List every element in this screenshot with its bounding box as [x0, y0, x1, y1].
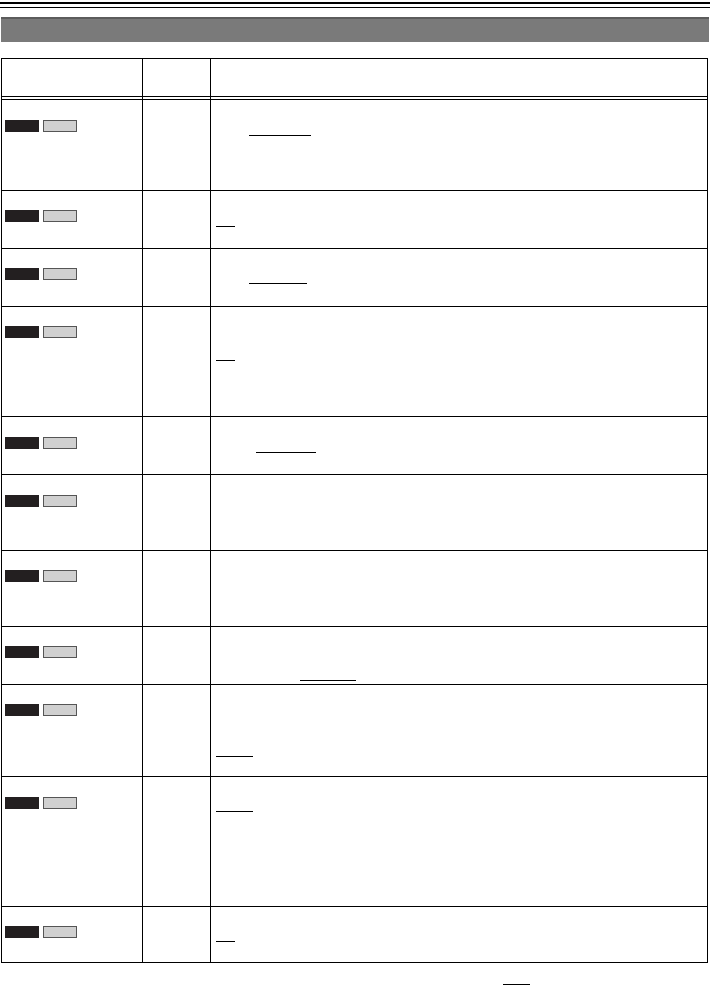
mode-badges-row-3	[5, 268, 77, 280]
mode-badges-row-10	[5, 797, 77, 809]
mode-badges-row-1	[5, 120, 77, 132]
section-title-bar	[1, 17, 709, 42]
footer-underline	[503, 984, 530, 985]
mode-badge-dark	[5, 495, 39, 507]
mode-badge-light	[43, 797, 77, 809]
settings-table	[1, 58, 708, 963]
default-value-underline	[216, 811, 253, 812]
mode-badge-dark	[5, 120, 39, 132]
mode-badge-dark	[5, 437, 39, 449]
default-value-underline	[216, 941, 235, 942]
top-rule-thin	[0, 7, 710, 8]
mode-badge-dark	[5, 797, 39, 809]
default-value-underline	[249, 283, 307, 284]
default-value-underline	[216, 360, 235, 361]
mode-badge-dark	[5, 570, 39, 582]
mode-badges-row-4	[5, 326, 77, 338]
table-header-separator	[2, 96, 707, 100]
mode-badge-light	[43, 120, 77, 132]
mode-badge-light	[43, 210, 77, 222]
default-value-underline	[300, 680, 356, 681]
top-rule-thick	[0, 2, 710, 4]
mode-badge-dark	[5, 268, 39, 280]
mode-badges-row-5	[5, 437, 77, 449]
mode-badges-row-9	[5, 704, 77, 716]
mode-badge-light	[43, 268, 77, 280]
table-row-separator	[2, 906, 707, 907]
mode-badge-light	[43, 704, 77, 716]
default-value-underline	[256, 452, 316, 453]
default-value-underline	[249, 135, 311, 136]
column-divider-2	[210, 59, 211, 962]
mode-badge-light	[43, 495, 77, 507]
default-value-underline	[216, 226, 235, 227]
table-row-separator	[2, 776, 707, 777]
mode-badges-row-2	[5, 210, 77, 222]
mode-badge-light	[43, 437, 77, 449]
mode-badge-dark	[5, 210, 39, 222]
table-row-separator	[2, 626, 707, 627]
table-row-separator	[2, 248, 707, 249]
table-row-separator	[2, 684, 707, 685]
section-bar-edge	[1, 17, 709, 19]
table-row-separator	[2, 550, 707, 551]
mode-badge-light	[43, 926, 77, 938]
table-row-separator	[2, 416, 707, 417]
mode-badges-row-11	[5, 926, 77, 938]
mode-badge-light	[43, 646, 77, 658]
table-row-separator	[2, 474, 707, 475]
mode-badge-light	[43, 326, 77, 338]
mode-badges-row-6	[5, 495, 77, 507]
table-row-separator	[2, 190, 707, 191]
table-row-separator	[2, 306, 707, 307]
mode-badge-light	[43, 570, 77, 582]
mode-badge-dark	[5, 646, 39, 658]
default-value-underline	[216, 756, 253, 757]
mode-badges-row-7	[5, 570, 77, 582]
mode-badge-dark	[5, 926, 39, 938]
mode-badge-dark	[5, 704, 39, 716]
mode-badge-dark	[5, 326, 39, 338]
mode-badges-row-8	[5, 646, 77, 658]
column-divider-1	[142, 59, 143, 962]
